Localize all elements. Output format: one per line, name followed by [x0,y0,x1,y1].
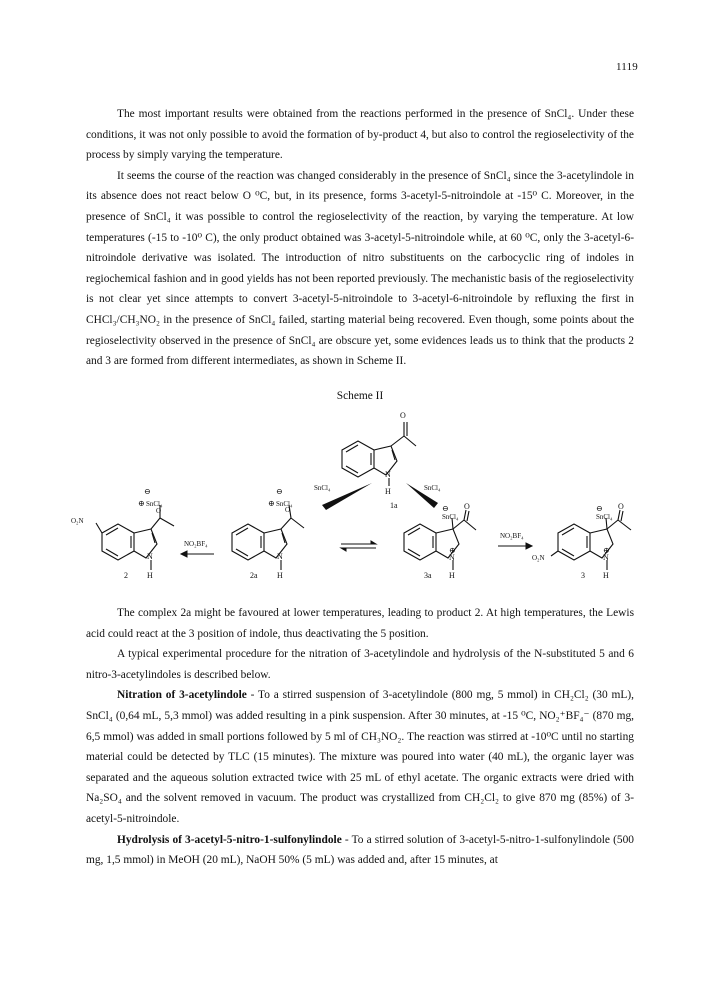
nitration-heading: Nitration of 3-acetylindole [117,689,247,702]
compound-3-structure [551,510,631,560]
minus-3: ⊖ [596,504,603,513]
lewis-acid-left: SnCl₄ [314,484,331,492]
sncl4-on-o-2: SnCl₄ [146,500,163,508]
oxygen-2: O [156,507,162,515]
oxygen-2a: O [285,506,291,514]
nitrogen-3a: N [449,553,455,562]
hydrogen-3a: H [449,571,455,580]
sncl4-on-c-3a: SnCl₄ [442,513,459,521]
sncl4-on-o-2a: SnCl₄ [276,500,293,508]
reaction-scheme-drawing [71,408,646,588]
oxygen-label: O [400,411,406,420]
minus-3a: ⊖ [442,504,449,513]
plus-3: ⊕ [603,546,610,555]
paragraph: The most important results were obtained from the reactions performed in the presence of SnCl₄. Under these conditions, it was not only possible to avoid the formation of by-product 4, but also to control the regioselectivity of the process by simply varying the temperature. [86,108,634,162]
compound-label-2: 2 [124,571,128,580]
body-text-top [86,104,634,372]
nitrogen-label: N [385,470,391,479]
hydrogen-2: H [147,571,153,580]
reagent-right: NO₂BF₄ [500,532,524,540]
lewis-acid-right: SnCl₄ [424,484,441,492]
compound-label-1a: 1a [390,501,398,510]
sncl4-on-c-3: SnCl₄ [596,513,613,521]
nitro-3: O₂N [532,554,545,562]
hydrogen-label: H [385,487,391,496]
nitro-2: O₂N [71,517,84,525]
body-text-bottom [86,603,634,871]
compound-label-3a: 3a [424,571,432,580]
arrow-2a-to-2 [181,551,214,557]
arrow-3a-to-3 [498,543,532,549]
compound-label-3: 3 [581,571,585,580]
nitrogen-2: N [147,552,153,561]
plus-2a: ⊕ [268,499,275,508]
reaction-scheme [71,408,646,588]
minus-2: ⊖ [144,487,151,496]
compound-2-structure [96,505,174,560]
hydrolysis-heading: Hydrolysis of 3-acetyl-5-nitro-1-sulfonylindole [117,833,342,846]
paragraph: A typical experimental procedure for the nitration of 3-acetylindole and hydrolysis of the N-substituted 5 and 6 nitro-3-acetylindoles is described below. [86,648,634,681]
hydrogen-3: H [603,571,609,580]
compound-2a-structure [232,505,304,560]
nitration-procedure [86,685,634,829]
hydrogen-2a: H [277,571,283,580]
minus-2a: ⊖ [276,487,283,496]
plus-3a: ⊕ [449,546,456,555]
equilibrium-arrow [341,541,376,551]
scheme-title: Scheme II [336,390,384,402]
oxygen-3a: O [464,502,470,511]
nitration-body: - To a stirred suspension of 3-acetylindole (800 mg, 5 mmol) in CH₂Cl₂ (30 mL), SnCl₄ (0,64 mL, 5,3 mmol) was added resulting in a pink suspension. After 30 minutes, at -15 ⁰C, NO₂⁺BF₄⁻ (870 mg, 6,5 mmol) was added in small portions followed by 5 ml of CH₃NO₂. The reaction was stirred at -10⁰C until no starting material could be detected by TLC (15 minutes). The mixture was poured into water (40 mL), the organic layer was separated and the aqueous solution extracted twice with 25 mL of ethyl acetate. The organic extracts were dried with Na₂SO₄ and the solvent removed in vacuum. The product was crystallized from CH₂Cl₂ to give 870 mg (85%) of 3-acetyl-5-nitroindole. [86,689,634,825]
paragraph: It seems the course of the reaction was changed considerably in the presence of SnCl₄ since the 3-acetylindole in its absence does not react below O ⁰C, but, in its presence, forms 3-acetyl-5-nitroindole at -15⁰ C. Moreover, in the presence of SnCl₄ it was possible to control the regioselectivity of the reaction, by varying the temperature. At low temperatures (-15 to -10⁰ C), the only product obtained was 3-acetyl-5-nitroindole while, at 60 ⁰C, only the 3-acetyl-6-nitroindole derivative was isolated. The introduction of nitro substituents on the carbocyclic ring of indoles in regiochemical fashion and in good yields has not been reported previously. The mechanistic basis of the regioselectivity is not clear yet since attempts to convert 3-acetyl-5-nitroindole to 3-acetyl-6-nitroindole by refluxing the first in CHCl₃/CH₃NO₂ in the presence of SnCl₄ failed, starting material being recovered. Even though, some points about the regioselectivity observed in the presence of SnCl₄ are obscure yet, some evidences leads us to think that the products 2 and 3 are formed from different intermediates, as shown in Scheme II. [86,169,634,368]
hydrolysis-procedure [86,830,634,871]
page-number: 1119 [616,61,638,73]
nitrogen-2a: N [277,552,283,561]
compound-1a-structure [342,422,416,477]
reagent-left: NO₂BF₄ [184,540,208,548]
plus-2: ⊕ [138,499,145,508]
compound-3a-structure [404,510,476,560]
hydrolysis-body: - To a stirred solution of 3-acetyl-5-nitro-1-sulfonylindole (500 mg, 1,5 mmol) in MeOH (20 mL), NaOH 50% (5 mL) was added and, after 15 minutes, at [86,833,634,867]
oxygen-3: O [618,502,624,511]
nitrogen-3: N [603,553,609,562]
paragraph: The complex 2a might be favoured at lower temperatures, leading to product 2. At high temperatures, the Lewis acid could react at the 3 position of indole, thus deactivating the 5 position. [86,607,634,640]
compound-label-2a: 2a [250,571,258,580]
